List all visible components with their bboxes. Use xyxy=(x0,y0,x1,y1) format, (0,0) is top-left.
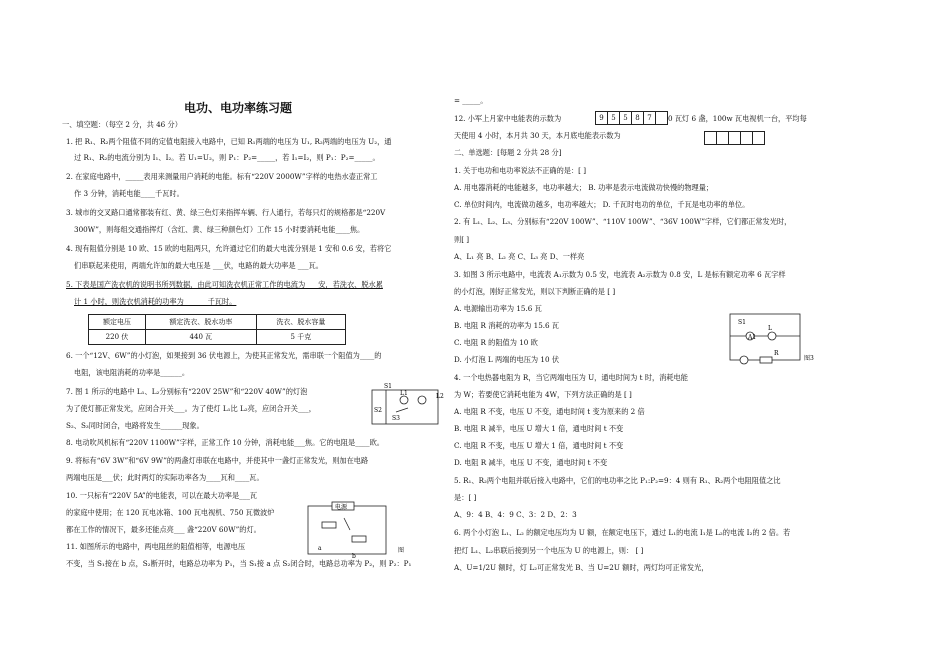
question-line: 是：[ ] xyxy=(454,493,477,502)
option-line: A、U=1/2U 额时，灯 L₂可正常发光 B、当 U=2U 额时，两灯均可正常发光， xyxy=(454,563,709,572)
circuit-figure-3 xyxy=(722,308,818,366)
question-line: 天使用 4 小时，本月共 30 天，本月底电能表示数为 xyxy=(454,131,621,140)
option-line: C. 电阻 R 不变，电压 U 增大 1 倍，通电时间 t 不变 xyxy=(454,441,624,450)
table-header-cell: 额定洗衣、脱水功率 xyxy=(145,315,256,330)
table-header-cell: 洗衣、脱水容量 xyxy=(256,315,345,330)
question-line: 4. 现有阻值分别是 10 欧、15 欧的电阻两只，允许通过它们的最大电流分别是 1 安和 0.6 安，若将它 xyxy=(66,244,392,253)
meter-digit xyxy=(704,131,717,145)
question-line: 为了使灯都正常发光，应闭合开关___。为了使灯 L₁比 L₂亮，应闭合开关___， xyxy=(66,404,316,413)
meter-digit: 8 xyxy=(632,111,644,125)
question-line: 的小灯泡，刚好正常发光，则以下判断正确的是 [ ] xyxy=(454,287,616,296)
meter-digit: 7 xyxy=(644,111,656,125)
label-l: L xyxy=(768,325,772,332)
label-l2: L2 xyxy=(436,393,444,400)
option-line: B. 电阻 R 消耗的功率为 15.6 瓦 xyxy=(454,321,560,330)
question-line: 3. 城市的交叉路口通常都装有红、黄、绿三色灯来指挥车辆、行人通行，若每只灯的规格都是“220V xyxy=(66,208,386,217)
option-line: B. 电阻 R 减半，电压 U 增大 1 倍，通电时间 t 不变 xyxy=(454,424,624,433)
question-line: 两端电压是___伏；此时两灯的实际功率各为____瓦和____瓦。 xyxy=(66,473,264,482)
table-cell: 220 伏 xyxy=(89,330,146,345)
label-s1: S1 xyxy=(384,383,392,390)
section-fill-blank: 一、填空题：（每空 2 分，共 46 分） xyxy=(62,120,182,129)
question-line: 都在工作的情况下，最多还能点亮___ 盏“220V 60W”的灯。 xyxy=(66,525,261,534)
table-cell: 440 瓦 xyxy=(145,330,256,345)
option-line: D. 小灯泡 L 两端的电压为 10 伏 xyxy=(454,355,560,364)
washer-spec-table xyxy=(88,314,346,345)
question-line: 们串联起来使用，两端允许加的最大电压是 ___伏，电路的最大功率是 ___瓦。 xyxy=(74,261,323,270)
question-line: 5. 下表是国产洗衣机的说明书所列数据，由此可知洗衣机正常工作的电流为 ___安，若洗衣、脱水累 xyxy=(66,280,383,289)
question-line: 10. 一只标有“220V 5A”的电能表，可以在最大功率是___瓦 xyxy=(66,491,258,500)
option-line: A、9：4 B、4：9 C、3：2 D、2：3 xyxy=(454,510,577,519)
label-s: S1 xyxy=(738,319,746,326)
figure-caption: 图 xyxy=(398,547,405,554)
meter-digit xyxy=(656,111,668,125)
meter-digit xyxy=(717,131,729,145)
question-line: 11. 如图所示的电路中，两电阻丝的阻值相等，电源电压 xyxy=(66,542,246,551)
label-b: b xyxy=(352,553,356,560)
question-line: 2. 在家庭电路中，_____表用来测量用户消耗的电能。标有“220V 2000W”字样的电热水壶正常工 xyxy=(66,172,378,181)
meter-digit xyxy=(753,131,765,145)
label-s2: S2 xyxy=(374,407,382,414)
question-line: 则[ ] xyxy=(454,235,470,244)
question-line: 1. 把 R₁、R₂两个阻值不同的定值电阻接入电路中，已知 R₁两端的电压为 U₁, R₂两端的电压为 U₂，通 xyxy=(66,137,392,146)
meter-digit: 5 xyxy=(620,111,632,125)
label-s3: S3 xyxy=(392,415,400,422)
meter-digit: 5 xyxy=(608,111,620,125)
option-line: A. 电阻 R 不变，电压 U 不变，通电时间 t 变为原来的 2 倍 xyxy=(454,407,645,416)
question-line: 为 W；若要使它消耗电能为 4W，下列方法正确的是 [ ] xyxy=(454,390,632,399)
table-row xyxy=(89,330,346,345)
question-line: 把灯 L₁、L₂串联后接到另一个电压为 U 的电源上，则： [ ] xyxy=(454,546,644,555)
label-l1: L1 xyxy=(400,390,408,397)
figure-caption-3: 图3 xyxy=(804,355,814,362)
table-header-row xyxy=(89,315,346,330)
meter-reading-end xyxy=(704,131,765,145)
circuit-figure-q11 xyxy=(302,500,412,560)
label-r: R xyxy=(774,350,779,357)
page-title: 电功、电功率练习题 xyxy=(184,101,293,115)
meter-digit xyxy=(741,131,753,145)
question-line: 4. 一个电热器电阻为 R，当它两端电压为 U，通电时间为 t 时，消耗电能 xyxy=(454,373,688,382)
table-cell: 5 千克 xyxy=(256,330,345,345)
question-line: 5. R₁、R₂两个电阻并联后接入电路中，它们的电功率之比 P₁:P₂=9：4 则有 R₁、R₂两个电阻阻值之比 xyxy=(454,476,781,485)
label-a1: A1 xyxy=(748,334,757,341)
question-line: 作 3 分钟，消耗电能____千瓦时。 xyxy=(74,189,184,198)
question-line: 8. 电动吹风机标有“220V 1100W”字样，正常工作 10 分钟，消耗电能___焦。它的电阻是____欧。 xyxy=(66,438,384,447)
question-line: S₂、S₃同时闭合，电路将发生______现象。 xyxy=(66,421,204,430)
question-line: 6. 一个“12V、6W”的小灯泡，如果接到 36 伏电源上，为使其正常发光，需串联一个阻值为____的 xyxy=(66,351,382,360)
option-line: A、L₁ 亮 B、L₂ 亮 C、L₃ 亮 D、一样亮 xyxy=(454,252,585,261)
question-line: 0 瓦灯 6 盏，100w 瓦电视机一台，平均每 xyxy=(668,114,807,123)
option-line: C. 电阻 R 的阻值为 10 欧 xyxy=(454,338,538,347)
question-line: 9. 将标有“6V 3W”和“6V 9W”的两盏灯串联在电路中，并使其中一盏灯正常发光，则加在电路 xyxy=(66,456,369,465)
answer-line: = _____。 xyxy=(454,96,488,105)
question-line: 过 R₁、R₂的电流分别为 I₁、I₂。若 U₁=U₂，则 P₁：P₂=_____，若 I₁=I₂，则 P₁：P₂=_____。 xyxy=(74,153,380,162)
question-line: 的家庭中使用；在 120 瓦电冰箱、100 瓦电视机、750 瓦微波炉 xyxy=(66,508,275,517)
meter-digit xyxy=(729,131,741,145)
question-line: 12. 小军上月家中电能表的示数为 xyxy=(454,114,562,123)
meter-reading-start xyxy=(595,111,668,125)
option-line: A. 电源输出功率为 15.6 瓦 xyxy=(454,304,542,313)
option-line: D. 电阻 R 减半，电压 U 不变，通电时间 t 不变 xyxy=(454,458,608,467)
question-line: 不变，当 S₁接在 b 点，S₂断开时，电路总功率为 P₁，当 S₁接 a 点 S₂闭合时，电路总功率为 P₂，则 P₂：P₁ xyxy=(66,559,412,568)
question-line: 6. 两个小灯泡 L₁、L₂ 的额定电压均为 U 额，在额定电压下，通过 L₁的电流 I₁是 L₂的电流 I₂的 2 倍。若 xyxy=(454,528,791,537)
label-a: a xyxy=(318,545,322,552)
option-line: A. 用电器消耗的电能越多，电功率越大； B. 功率是表示电流做功快慢的物理量； xyxy=(454,183,714,192)
question-line: 3. 如图 3 所示电路中，电流表 A₁示数为 0.5 安，电流表 A₂示数为 0.8 安，L 是标有额定功率 6 瓦字样 xyxy=(454,270,786,279)
question-line: 计 1 小时，则洗衣机消耗的功率为 ______千瓦时。 xyxy=(74,297,237,306)
option-line: C. 单位时间内，电流做功越多，电功率越大； D. 千瓦时电功的单位，千瓦是电功率的单位。 xyxy=(454,200,750,209)
question-line: 1. 关于电功和电功率说法不正确的是：[ ] xyxy=(454,166,587,175)
question-line: 300W”，则每组交通指挥灯（含红、黄、绿三种颜色灯）工作 15 小时要消耗电能____焦。 xyxy=(74,225,365,234)
question-line: 电阻，该电阻消耗的功率是______。 xyxy=(74,368,190,377)
section-single-choice: 二、单选题：[每题 2 分共 28 分] xyxy=(454,148,562,157)
question-line: 2. 有 L₁、L₂、L₃、分别标有“220V 100W”、“110V 100W”、“36V 100W”字样，它们都正常发光时， xyxy=(454,217,792,226)
label-power: 电源 xyxy=(335,504,348,511)
question-line: 7. 图 1 所示的电路中 L₁、L₂分别标有“220V 25W”和“220V 40W”的灯泡 xyxy=(66,387,308,396)
meter-digit: 9 xyxy=(595,111,608,125)
circuit-figure-1 xyxy=(366,382,448,430)
table-header-cell: 额定电压 xyxy=(89,315,146,330)
